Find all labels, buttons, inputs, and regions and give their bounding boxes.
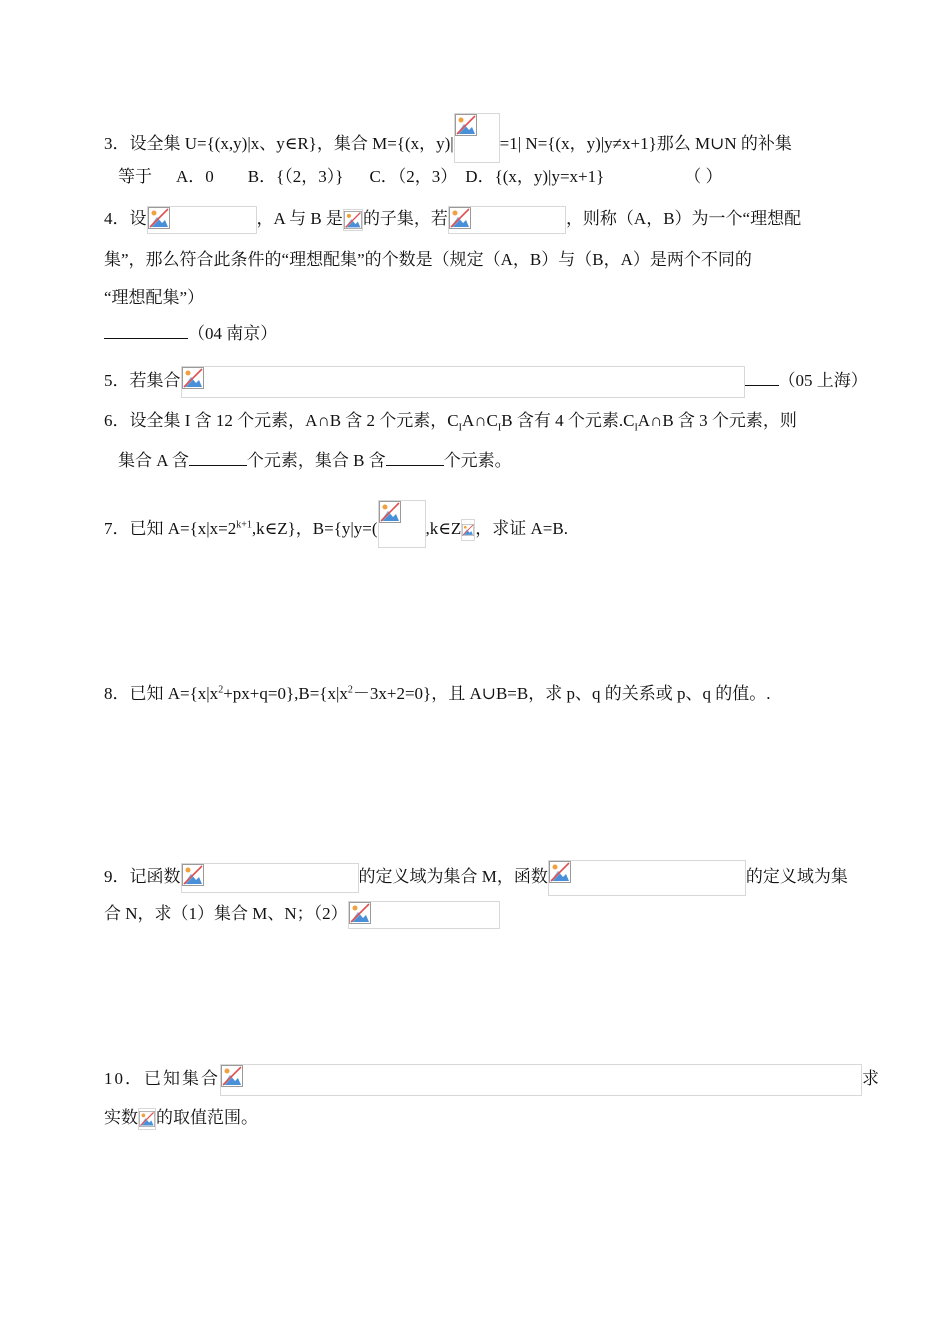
q8-text-b: +px+q=0},B={x|x — [223, 684, 348, 703]
formula-image — [181, 863, 359, 893]
q6-text-d: A∩B 含 3 个元素，则 — [637, 411, 797, 430]
q7-sup: k+1 — [236, 519, 252, 531]
question-3-line-2 — [118, 166, 723, 188]
broken-image-icon — [449, 207, 471, 229]
q4-text-line3: “理想配集”） — [104, 288, 205, 307]
question-6-line-2 — [118, 449, 512, 472]
answer-blank — [189, 449, 247, 466]
question-9-line-1 — [104, 860, 848, 896]
q4-text-c: 的子集，若 — [362, 208, 448, 228]
question-3-line-1 — [104, 113, 792, 163]
q8-text-a: 8．已知 A={x|x — [104, 684, 219, 703]
q6-sub: I — [497, 422, 502, 434]
formula-image — [461, 519, 475, 541]
broken-image-icon — [344, 210, 362, 230]
q6-text-b: A∩C — [462, 411, 498, 430]
q7-text-b: ,k∈Z}，B={y|y=( — [251, 519, 378, 538]
formula-image — [448, 206, 566, 234]
formula-image — [343, 209, 363, 231]
q10-text-c: 实数 — [104, 1108, 138, 1127]
formula-image — [147, 206, 257, 234]
q4-source: （04 南京） — [188, 324, 278, 343]
question-10-line-1 — [104, 1064, 881, 1096]
q10-text-d: 的取值范围。 — [156, 1108, 258, 1127]
broken-image-icon — [139, 1109, 155, 1129]
q5-text: 5．若集合 — [104, 370, 181, 390]
q6-text-a: 6．设全集 I 含 12 个元素，A∩B 含 2 个元素，C — [104, 411, 459, 430]
formula-image — [454, 113, 500, 163]
q10-text-b: 求 — [862, 1068, 881, 1088]
q3-prefix: 等于 — [118, 167, 152, 186]
q6-text-c: B 含有 4 个元素.C — [501, 411, 635, 430]
q9-text-b: 的定义域为集合 M，函数 — [358, 866, 548, 886]
question-4-line-2 — [104, 249, 752, 271]
formula-image — [548, 860, 746, 896]
q3-text-a: 3．设全集 U={(x,y)|x、y∈R}，集合 M={(x，y)| — [104, 134, 454, 153]
answer-blank — [104, 322, 188, 339]
answer-paren: （ ） — [684, 167, 723, 186]
q9-text-a: 9．记函数 — [104, 866, 181, 886]
formula-image — [378, 500, 426, 548]
question-4-line-4 — [104, 322, 277, 345]
q10-text-a: 10．已知集合 — [104, 1068, 220, 1088]
q4-text-d: ，则称（A，B）为一个“理想配 — [565, 208, 802, 228]
q8-sup: 2 — [347, 684, 353, 696]
broken-image-icon — [182, 367, 204, 389]
q3-text-b: =1| N={(x，y)|y≠x+1}那么 M∪N 的补集 — [499, 134, 792, 153]
q6-text-g: 个元素。 — [443, 451, 512, 470]
q6-sub: I — [634, 422, 638, 434]
formula-image — [348, 901, 500, 929]
answer-blank — [386, 449, 444, 466]
q8-sup: 2 — [218, 684, 224, 696]
q5-source: （05 上海） — [778, 370, 868, 390]
q7-text-c: ,k∈Z — [425, 519, 462, 538]
formula-image — [220, 1064, 862, 1096]
q6-text-f: 个元素，集合 B 含 — [246, 451, 386, 470]
answer-blank — [745, 369, 779, 386]
broken-image-icon — [462, 520, 474, 540]
formula-image — [181, 366, 745, 398]
q9-text-c: 的定义域为集 — [745, 866, 848, 886]
broken-image-icon — [455, 114, 477, 136]
q4-text-line2: 集”，那么符合此条件的“理想配集”的个数是（规定（A，B）与（B，A）是两个不同的 — [104, 250, 752, 269]
broken-image-icon — [182, 864, 204, 886]
question-7 — [104, 500, 568, 548]
option-d: D．{(x，y)|y=x+1} — [465, 167, 605, 186]
q7-text-d: ，求证 A=B. — [475, 519, 568, 538]
question-9-line-2 — [104, 901, 500, 929]
option-a: A．0 — [176, 167, 214, 186]
broken-image-icon — [379, 501, 401, 523]
broken-image-icon — [148, 207, 170, 229]
broken-image-icon — [549, 861, 571, 883]
q6-text-e: 集合 A 含 — [118, 451, 189, 470]
question-5 — [104, 366, 868, 398]
q9-text-d: 合 N，求（1）集合 M、N；（2） — [104, 903, 348, 923]
q4-text-b: ，A 与 B 是 — [256, 208, 343, 228]
formula-image — [138, 1108, 156, 1130]
question-6-line-1 — [104, 410, 797, 432]
question-8 — [104, 683, 770, 705]
broken-image-icon — [221, 1065, 243, 1087]
broken-image-icon — [349, 902, 371, 924]
q4-text-a: 4．设 — [104, 208, 147, 228]
question-10-line-2 — [104, 1107, 258, 1130]
question-4-line-3 — [104, 287, 204, 309]
q8-text-c: －3x+2=0}，且 A∪B=B，求 p、q 的关系或 p、q 的值。. — [352, 684, 771, 703]
question-4-line-1 — [104, 206, 801, 234]
q7-text-a: 7．已知 A={x|x=2 — [104, 519, 237, 538]
q6-sub: I — [458, 422, 462, 434]
option-c: C．（2，3） — [369, 167, 458, 186]
option-b: B．{（2，3）} — [247, 167, 344, 186]
